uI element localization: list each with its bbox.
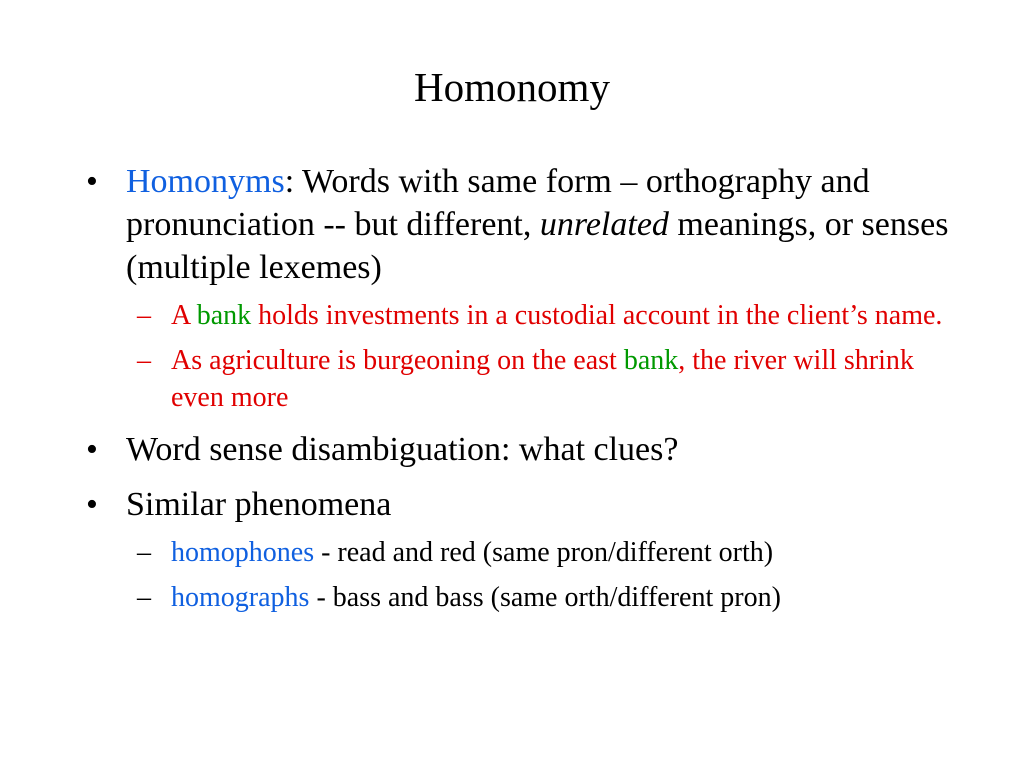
keyword-bank: bank xyxy=(623,345,679,376)
bullet-similar-phenomena xyxy=(0,483,1024,526)
sub-bullet-marker: – xyxy=(137,537,151,568)
example-1-pre: A xyxy=(171,300,197,331)
example-2-post: , the river will shrink even more xyxy=(171,345,914,413)
bullet-marker: • xyxy=(86,486,98,523)
example-2-pre: As agriculture is burgeoning on the east xyxy=(171,345,624,376)
slide-title: Homonomy xyxy=(414,64,610,110)
bullet-list xyxy=(0,160,1024,616)
sub-bullet-homophones xyxy=(0,534,1024,571)
sub-bullet-marker: – xyxy=(137,300,151,331)
homophones-text: - read and red (same pron/different orth) xyxy=(314,537,774,568)
term-homonyms: Homonyms xyxy=(126,163,285,200)
term-homophones: homophones xyxy=(171,537,315,568)
homonyms-definition-b: meanings, or senses (multiple lexemes) xyxy=(126,206,949,286)
bullet-marker: • xyxy=(86,163,98,200)
term-homographs: homographs xyxy=(171,582,310,613)
example-bank-river xyxy=(0,342,1024,416)
homographs-text: - bass and bass (same orth/different pron) xyxy=(309,582,781,613)
bullet-homonyms xyxy=(0,160,1024,289)
sub-bullet-homographs xyxy=(0,579,1024,616)
emphasis-unrelated: unrelated xyxy=(539,206,669,243)
bullet-word-sense-disambiguation xyxy=(0,428,1024,471)
bullet-marker: • xyxy=(86,431,98,468)
keyword-bank: bank xyxy=(196,300,252,331)
example-1-post: holds investments in a custodial account in the client’s name. xyxy=(251,300,943,331)
sub-bullet-marker: – xyxy=(137,345,151,376)
bullet-text: Similar phenomena xyxy=(126,486,392,523)
bullet-text: Word sense disambiguation: what clues? xyxy=(126,431,679,468)
sub-bullet-marker: – xyxy=(137,582,151,613)
example-bank-financial xyxy=(0,297,1024,334)
homonyms-definition-a: : Words with same form – orthography and pronunciation -- but different, xyxy=(126,163,870,243)
